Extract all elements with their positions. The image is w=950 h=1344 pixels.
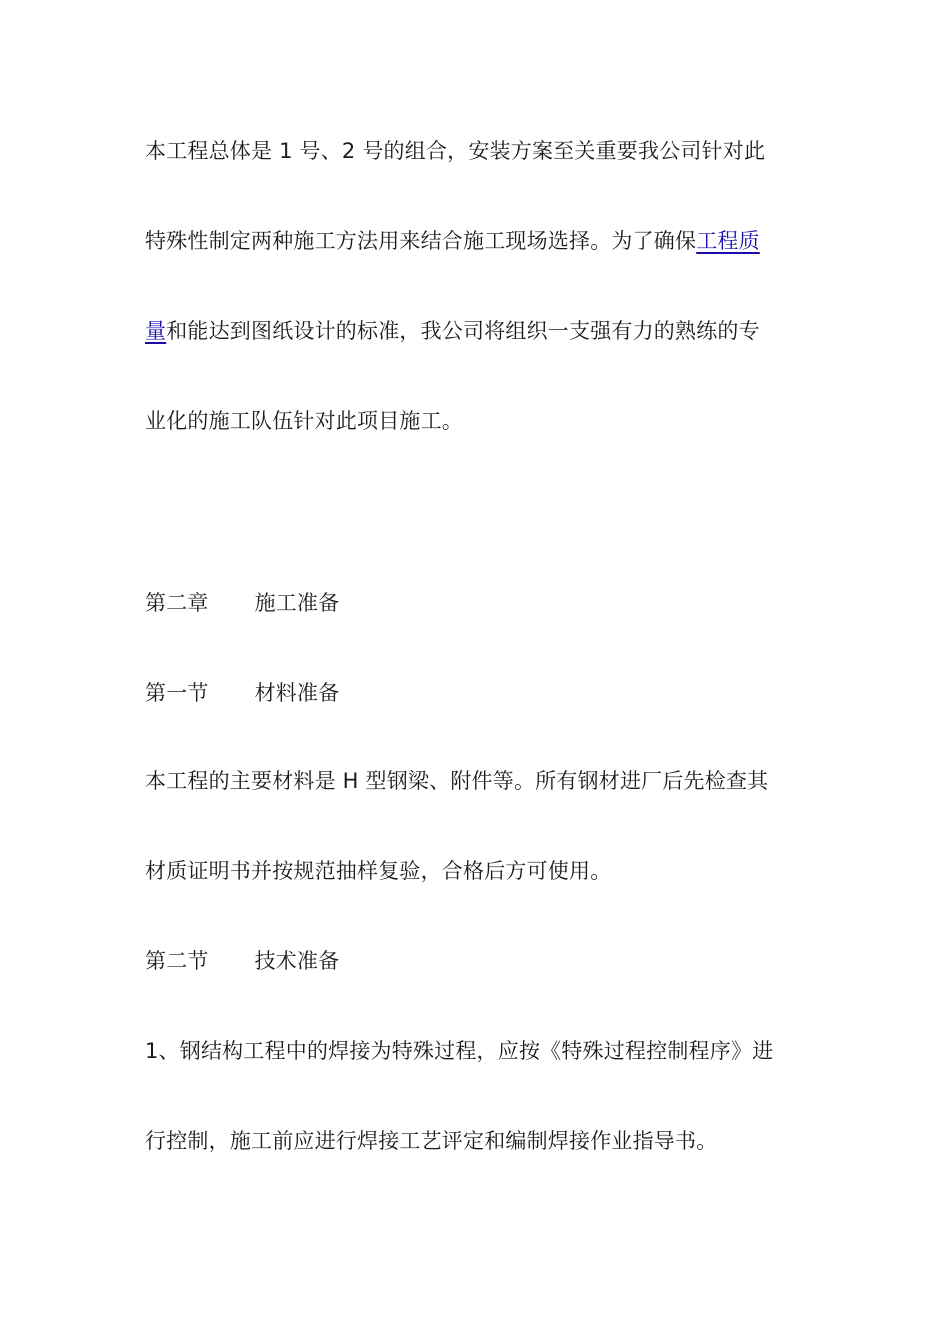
section-1-heading (145, 678, 339, 708)
paragraph-1-line-2-text: 特殊性制定两种施工方法用来结合施工现场选择。为了确保 (145, 229, 697, 253)
paragraph-3-line-2: 行控制，施工前应进行焊接工艺评定和编制焊接作业指导书。 (145, 1129, 718, 1153)
section-2-title: 技术准备 (254, 949, 340, 973)
paragraph-1-line-2 (145, 226, 760, 256)
paragraph-2-line-1: 本工程的主要材料是 H 型钢梁、附件等。所有钢材进厂后先检查其 (145, 769, 769, 793)
paragraph-1-line-3-text: 和能达到图纸设计的标准，我公司将组织一支强有力的熟练的专 (166, 319, 760, 343)
paragraph-1-line-3 (145, 316, 760, 346)
chapter-2-title: 施工准备 (254, 591, 340, 615)
paragraph-1-line-4: 业化的施工队伍针对此项目施工。 (145, 409, 463, 433)
section-1-number: 第一节 (145, 681, 209, 705)
chapter-2-number: 第二章 (145, 591, 209, 615)
engineering-quality-link-part-1[interactable]: 工程质 (696, 229, 760, 253)
section-1-title: 材料准备 (254, 681, 340, 705)
chapter-2-heading (145, 588, 339, 618)
paragraph-1-line-1: 本工程总体是 1 号、2 号的组合，安装方案至关重要我公司针对此 (145, 139, 766, 163)
paragraph-3-line-1: 1、钢结构工程中的焊接为特殊过程，应按《特殊过程控制程序》进 (145, 1039, 774, 1063)
section-2-heading (145, 946, 339, 976)
engineering-quality-link-part-2[interactable]: 量 (145, 319, 167, 343)
paragraph-2-line-2: 材质证明书并按规范抽样复验，合格后方可使用。 (145, 859, 612, 883)
section-2-number: 第二节 (145, 949, 209, 973)
